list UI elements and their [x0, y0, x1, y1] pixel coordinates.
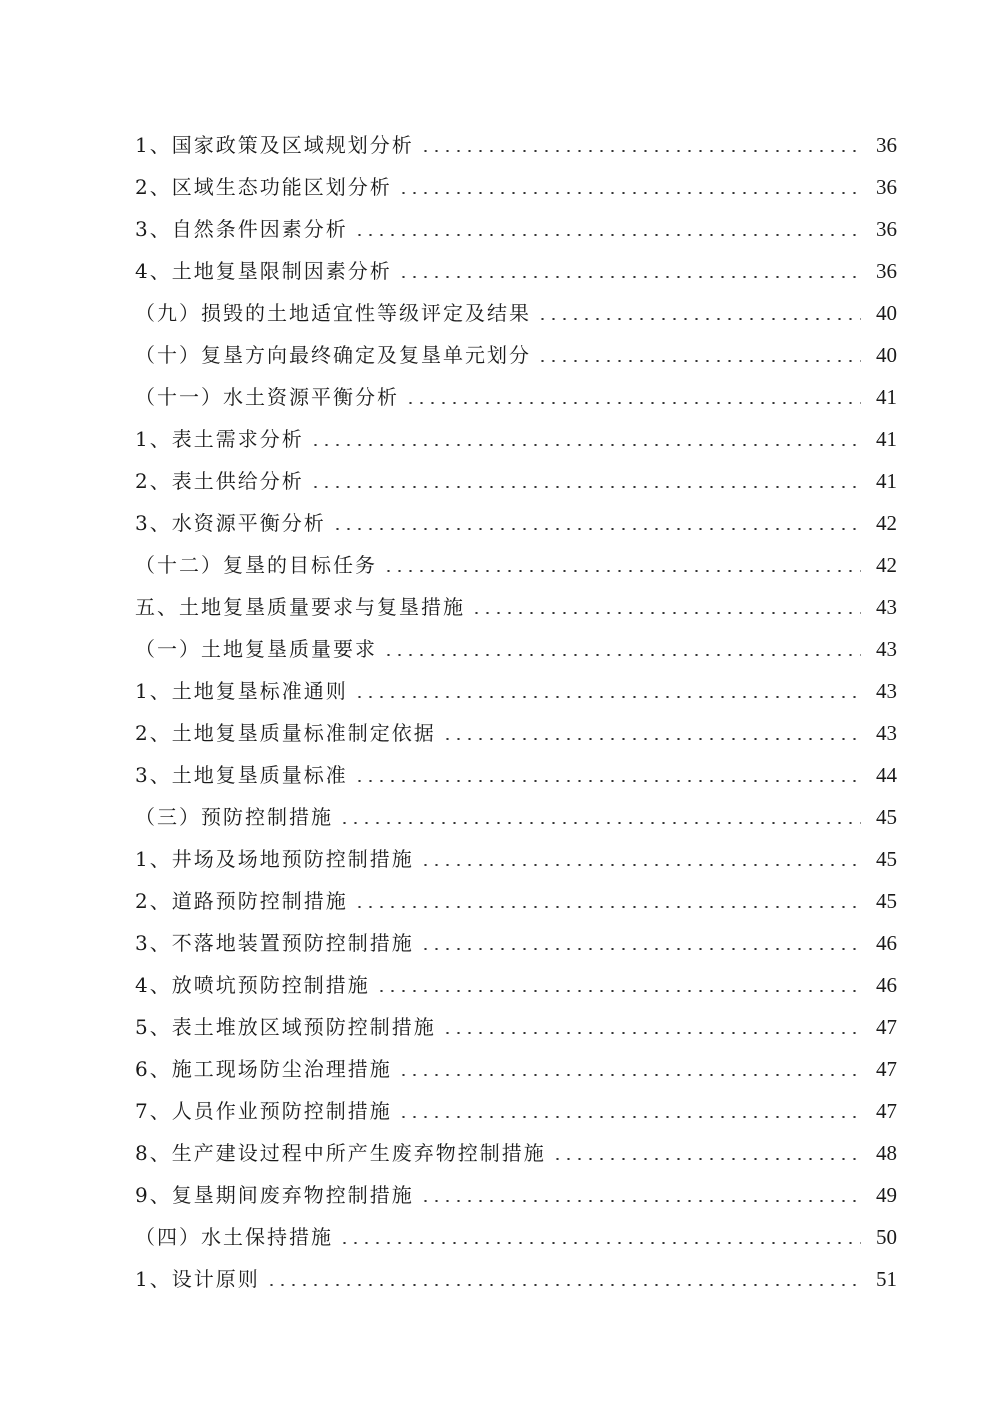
toc-entry[interactable] [135, 1174, 897, 1216]
toc-entry-title: （九）损毁的土地适宜性等级评定及结果 [135, 301, 531, 325]
toc-entry[interactable] [135, 460, 897, 502]
toc-entry[interactable] [135, 1048, 897, 1090]
toc-entry[interactable] [135, 124, 897, 166]
dot-leader [376, 990, 861, 992]
toc-entry-page-number: 36 [876, 133, 897, 157]
toc-entry-page-number: 51 [876, 1267, 897, 1291]
toc-entry-title: （四）水土保持措施 [135, 1225, 333, 1249]
toc-entry[interactable] [135, 796, 897, 838]
toc-entry-title: 5、表土堆放区域预防控制措施 [135, 1015, 436, 1039]
dot-leader [552, 1158, 861, 1160]
toc-entry-title: 1、设计原则 [135, 1267, 260, 1291]
dot-leader [354, 234, 861, 236]
dot-leader [537, 318, 861, 320]
toc-entry[interactable] [135, 712, 897, 754]
toc-entry-page-number: 49 [876, 1183, 897, 1207]
toc-entry-title: 3、自然条件因素分析 [135, 217, 348, 241]
dot-leader [383, 654, 861, 656]
toc-entry-title: 3、土地复垦质量标准 [135, 763, 348, 787]
toc-entry[interactable] [135, 1132, 897, 1174]
toc-entry-page-number: 46 [876, 973, 897, 997]
toc-entry-page-number: 36 [876, 259, 897, 283]
toc-entry-title: （十）复垦方向最终确定及复垦单元划分 [135, 343, 531, 367]
toc-entry-title: 3、不落地装置预防控制措施 [135, 931, 414, 955]
dot-leader [354, 906, 861, 908]
toc-entry-page-number: 45 [876, 847, 897, 871]
toc-entry[interactable] [135, 166, 897, 208]
toc-entry[interactable] [135, 292, 897, 334]
toc-entry-page-number: 48 [876, 1141, 897, 1165]
toc-entry-title: 五、土地复垦质量要求与复垦措施 [135, 595, 465, 619]
dot-leader [398, 276, 861, 278]
toc-entry[interactable] [135, 922, 897, 964]
table-of-contents [135, 124, 897, 1300]
toc-entry[interactable] [135, 208, 897, 250]
dot-leader [398, 192, 861, 194]
toc-entry-page-number: 45 [876, 889, 897, 913]
toc-entry-title: 1、土地复垦标准通则 [135, 679, 348, 703]
toc-entry-title: 2、道路预防控制措施 [135, 889, 348, 913]
toc-entry-title: 2、土地复垦质量标准制定依据 [135, 721, 436, 745]
dot-leader [420, 864, 861, 866]
dot-leader [332, 528, 861, 530]
toc-entry-title: （十一）水土资源平衡分析 [135, 385, 399, 409]
toc-entry-title: 4、放喷坑预防控制措施 [135, 973, 370, 997]
toc-entry-page-number: 41 [876, 469, 897, 493]
toc-entry-page-number: 36 [876, 217, 897, 241]
toc-entry-title: 8、生产建设过程中所产生废弃物控制措施 [135, 1141, 546, 1165]
toc-entry[interactable] [135, 586, 897, 628]
toc-entry[interactable] [135, 880, 897, 922]
toc-entry-page-number: 50 [876, 1225, 897, 1249]
dot-leader [354, 780, 861, 782]
toc-entry-page-number: 36 [876, 175, 897, 199]
toc-entry-title: 2、区域生态功能区划分析 [135, 175, 392, 199]
dot-leader [398, 1116, 861, 1118]
dot-leader [339, 822, 861, 824]
dot-leader [537, 360, 861, 362]
toc-entry-page-number: 43 [876, 595, 897, 619]
toc-entry[interactable] [135, 838, 897, 880]
toc-entry-title: 1、井场及场地预防控制措施 [135, 847, 414, 871]
toc-entry[interactable] [135, 1216, 897, 1258]
toc-entry-page-number: 45 [876, 805, 897, 829]
dot-leader [310, 486, 861, 488]
toc-entry[interactable] [135, 376, 897, 418]
toc-entry-page-number: 44 [876, 763, 897, 787]
toc-entry-title: （一）土地复垦质量要求 [135, 637, 377, 661]
toc-entry-page-number: 40 [876, 343, 897, 367]
dot-leader [405, 402, 861, 404]
toc-entry[interactable] [135, 502, 897, 544]
toc-entry-page-number: 41 [876, 385, 897, 409]
toc-entry[interactable] [135, 670, 897, 712]
dot-leader [398, 1074, 861, 1076]
toc-entry-page-number: 43 [876, 721, 897, 745]
toc-entry-page-number: 40 [876, 301, 897, 325]
toc-entry-page-number: 47 [876, 1099, 897, 1123]
dot-leader [420, 948, 861, 950]
toc-entry-page-number: 41 [876, 427, 897, 451]
toc-entry-title: （十二）复垦的目标任务 [135, 553, 377, 577]
toc-entry-title: 2、表土供给分析 [135, 469, 304, 493]
toc-entry-title: 4、土地复垦限制因素分析 [135, 259, 392, 283]
toc-entry-title: 7、人员作业预防控制措施 [135, 1099, 392, 1123]
dot-leader [310, 444, 861, 446]
toc-entry[interactable] [135, 1258, 897, 1300]
dot-leader [420, 1200, 861, 1202]
dot-leader [266, 1284, 861, 1286]
toc-entry-title: 6、施工现场防尘治理措施 [135, 1057, 392, 1081]
toc-entry[interactable] [135, 1090, 897, 1132]
toc-entry-page-number: 42 [876, 511, 897, 535]
toc-entry[interactable] [135, 418, 897, 460]
toc-entry[interactable] [135, 964, 897, 1006]
toc-entry[interactable] [135, 1006, 897, 1048]
toc-entry-page-number: 42 [876, 553, 897, 577]
toc-entry-page-number: 47 [876, 1015, 897, 1039]
toc-entry[interactable] [135, 754, 897, 796]
toc-entry-page-number: 43 [876, 637, 897, 661]
toc-entry[interactable] [135, 628, 897, 670]
toc-entry[interactable] [135, 250, 897, 292]
toc-entry[interactable] [135, 334, 897, 376]
dot-leader [339, 1242, 861, 1244]
toc-entry-title: 9、复垦期间废弃物控制措施 [135, 1183, 414, 1207]
toc-entry-title: 3、水资源平衡分析 [135, 511, 326, 535]
toc-entry[interactable] [135, 544, 897, 586]
dot-leader [471, 612, 861, 614]
dot-leader [354, 696, 861, 698]
dot-leader [442, 1032, 861, 1034]
toc-entry-page-number: 47 [876, 1057, 897, 1081]
dot-leader [442, 738, 861, 740]
dot-leader [420, 150, 861, 152]
toc-entry-title: 1、国家政策及区域规划分析 [135, 133, 414, 157]
toc-entry-title: 1、表土需求分析 [135, 427, 304, 451]
toc-entry-page-number: 46 [876, 931, 897, 955]
toc-entry-title: （三）预防控制措施 [135, 805, 333, 829]
dot-leader [383, 570, 861, 572]
toc-entry-page-number: 43 [876, 679, 897, 703]
